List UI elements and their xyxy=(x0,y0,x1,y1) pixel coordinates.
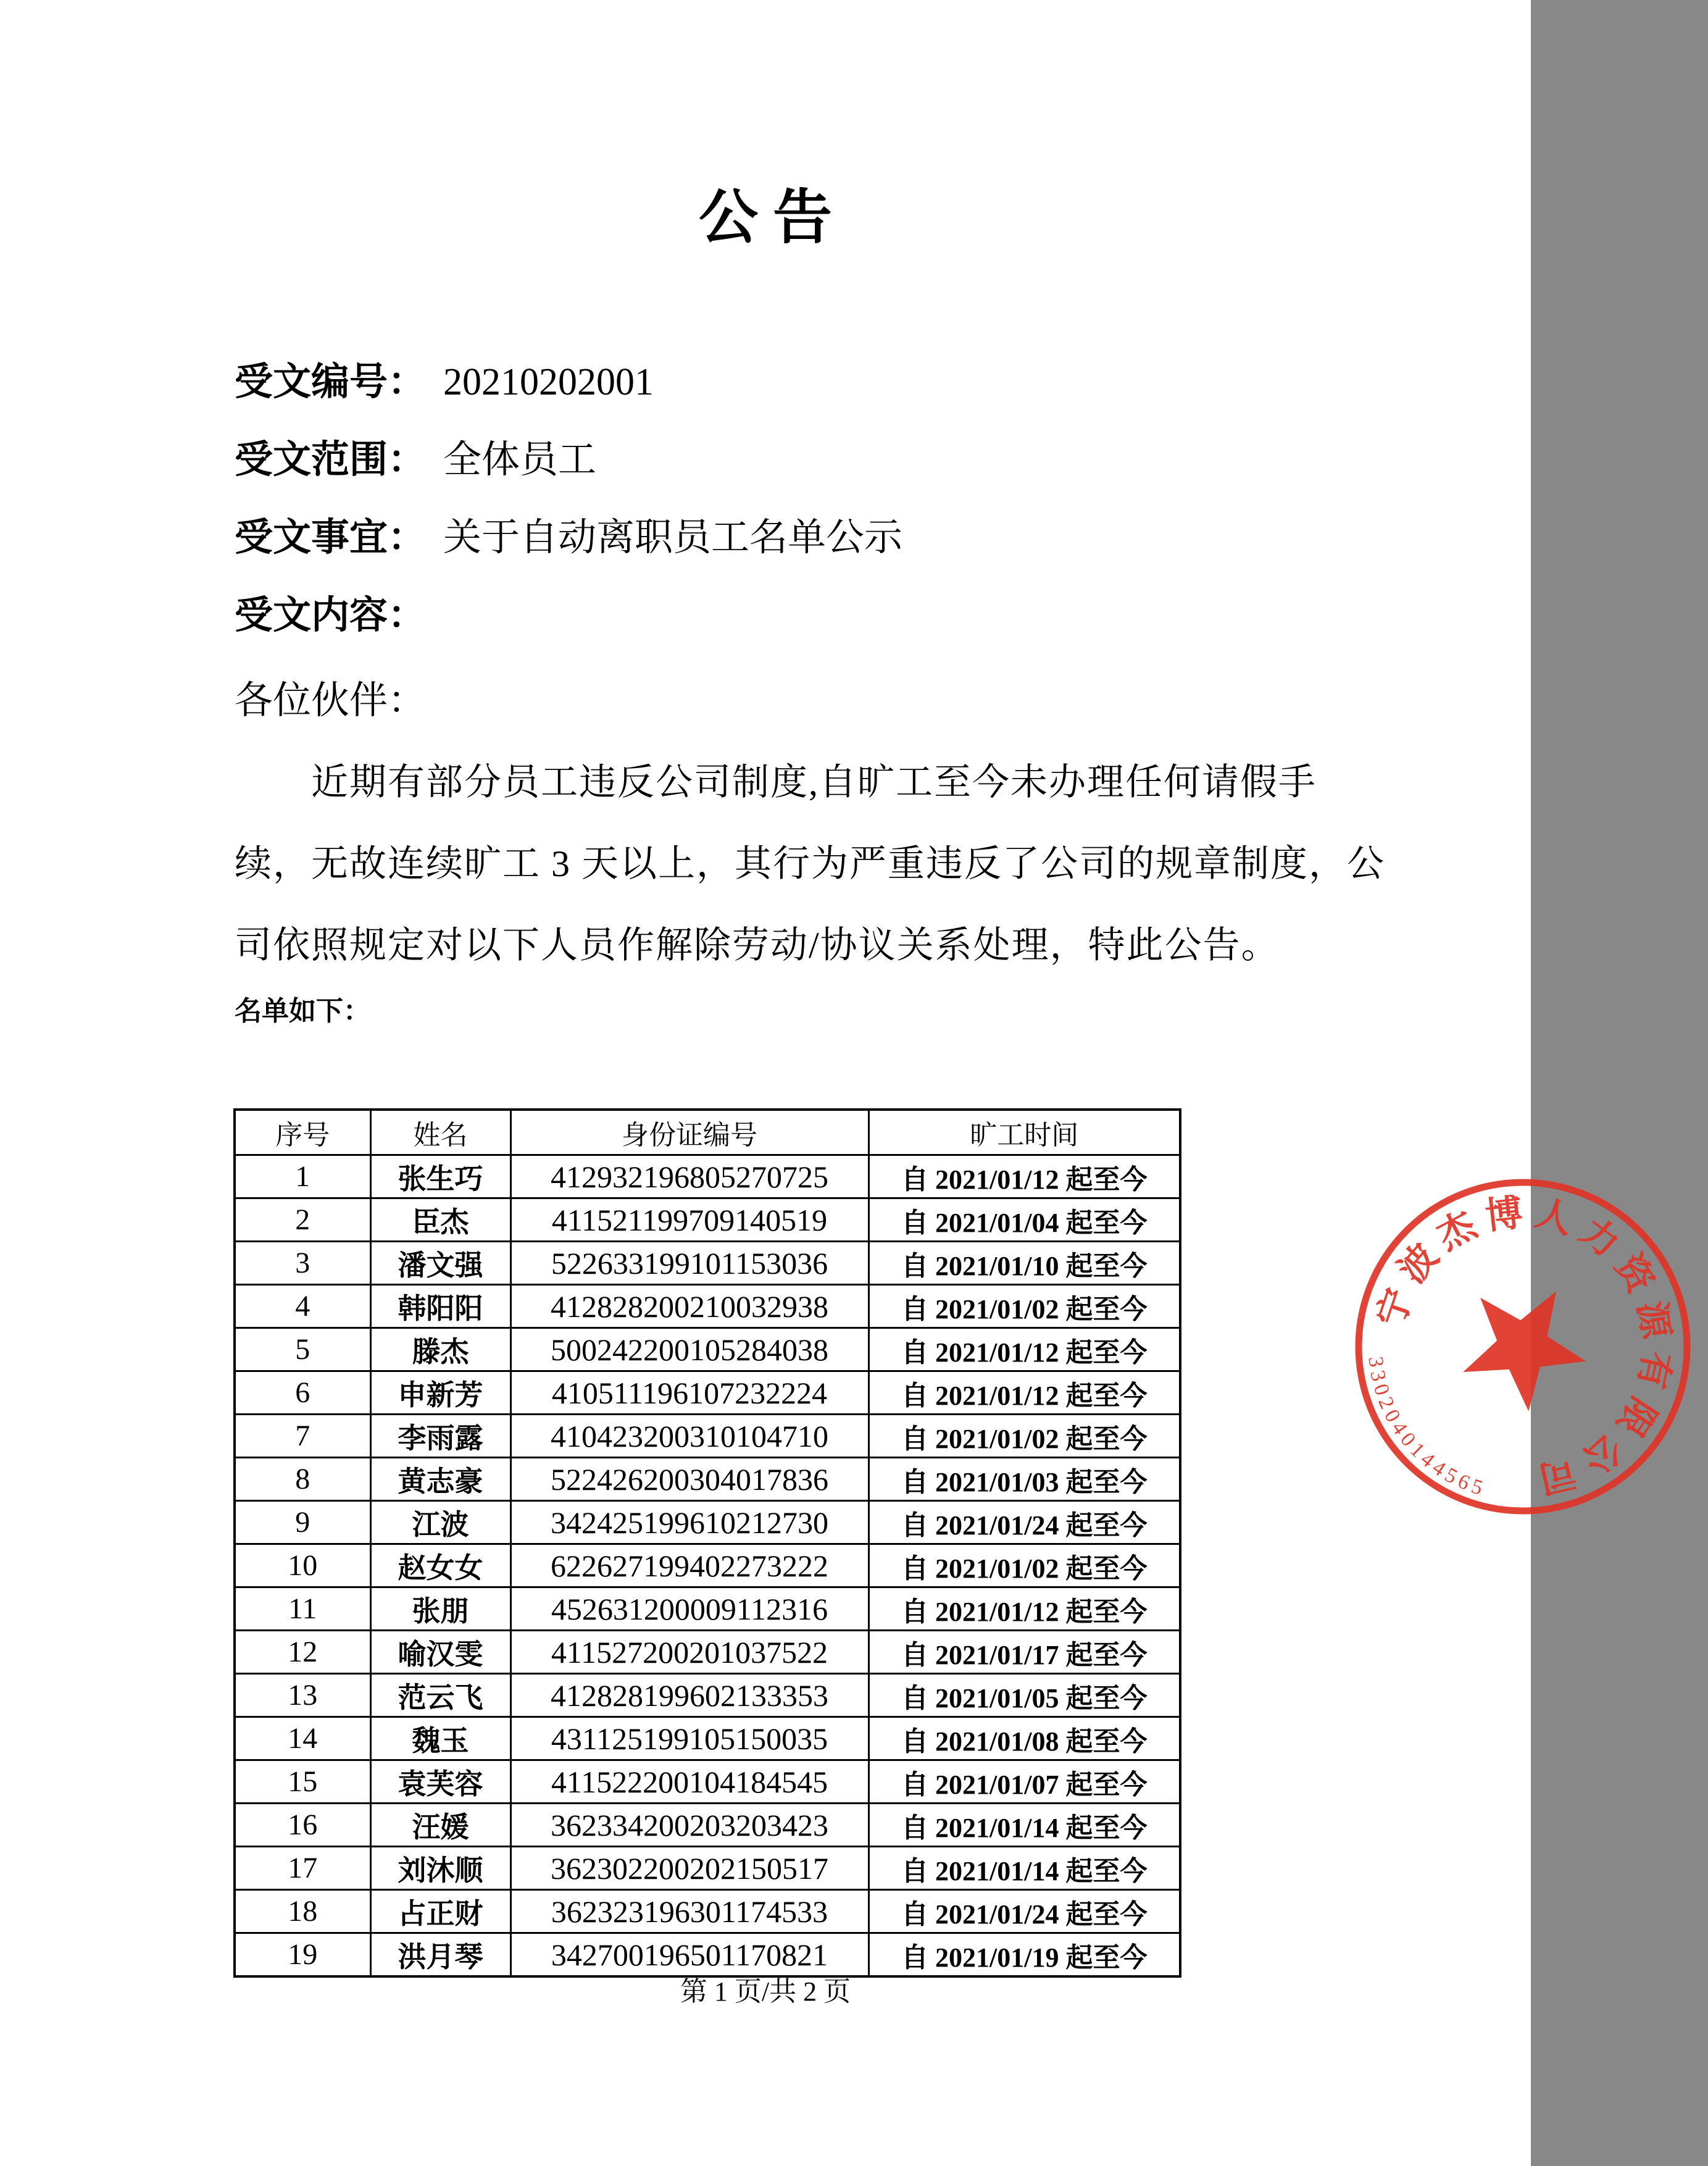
cell-index: 17 xyxy=(235,1847,370,1890)
cell-absence-time: 自 2021/01/24 起至今 xyxy=(869,1501,1180,1544)
cell-index: 1 xyxy=(235,1155,370,1198)
field-doc-number-value: 20210202001 xyxy=(443,361,654,403)
cell-name: 申新芳 xyxy=(370,1371,510,1415)
cell-name: 韩阳阳 xyxy=(370,1285,510,1328)
seal-registration-code: 3302040144565 xyxy=(1364,1355,1490,1501)
cell-name: 江波 xyxy=(370,1501,510,1544)
cell-absence-time: 自 2021/01/02 起至今 xyxy=(869,1415,1180,1458)
field-doc-subject xyxy=(235,519,902,557)
table-row xyxy=(235,1631,1180,1674)
table-row xyxy=(235,1717,1180,1760)
field-doc-scope-value: 全体员工 xyxy=(443,439,597,481)
field-doc-scope xyxy=(235,441,596,479)
table-header-row xyxy=(235,1110,1180,1155)
table-row xyxy=(235,1501,1180,1544)
cell-absence-time: 自 2021/01/12 起至今 xyxy=(869,1155,1180,1198)
table-row xyxy=(235,1847,1180,1890)
cell-absence-time: 自 2021/01/24 起至今 xyxy=(869,1890,1180,1933)
cell-absence-time: 自 2021/01/04 起至今 xyxy=(869,1198,1180,1242)
cell-index: 18 xyxy=(235,1890,370,1933)
cell-index: 19 xyxy=(235,1933,370,1977)
table-row xyxy=(235,1544,1180,1587)
cell-name: 臣杰 xyxy=(370,1198,510,1242)
company-seal-stamp xyxy=(1338,1161,1708,1532)
cell-index: 4 xyxy=(235,1285,370,1328)
cell-id-number: 342700196501170821 xyxy=(510,1933,869,1977)
dismissed-employees-table xyxy=(233,1108,1181,1978)
col-header-id-number: 身份证编号 xyxy=(510,1110,869,1155)
cell-index: 13 xyxy=(235,1674,370,1717)
table-row xyxy=(235,1285,1180,1328)
col-header-index: 序号 xyxy=(235,1110,370,1155)
field-doc-content xyxy=(235,596,443,635)
cell-absence-time: 自 2021/01/10 起至今 xyxy=(869,1242,1180,1285)
cell-index: 10 xyxy=(235,1544,370,1587)
cell-absence-time: 自 2021/01/02 起至今 xyxy=(869,1544,1180,1587)
cell-id-number: 452631200009112316 xyxy=(510,1587,869,1631)
cell-absence-time: 自 2021/01/03 起至今 xyxy=(869,1458,1180,1501)
table-row xyxy=(235,1198,1180,1242)
cell-id-number: 411521199709140519 xyxy=(510,1198,869,1242)
cell-id-number: 412828199602133353 xyxy=(510,1674,869,1717)
cell-id-number: 410511196107232224 xyxy=(510,1371,869,1415)
cell-id-number: 362302200202150517 xyxy=(510,1847,869,1890)
table-row xyxy=(235,1328,1180,1371)
cell-absence-time: 自 2021/01/12 起至今 xyxy=(869,1328,1180,1371)
cell-index: 2 xyxy=(235,1198,370,1242)
body-paragraph-line-2: 续，无故连续旷工 3 天以上，其行为严重违反了公司的规章制度，公 xyxy=(235,843,1385,884)
table-row xyxy=(235,1804,1180,1847)
cell-index: 6 xyxy=(235,1371,370,1415)
cell-id-number: 412828200210032938 xyxy=(510,1285,869,1328)
table-row xyxy=(235,1587,1180,1631)
cell-id-number: 522426200304017836 xyxy=(510,1458,869,1501)
body-paragraph-line-3: 司依照规定对以下人员作解除劳动/协议关系处理，特此公告。 xyxy=(235,925,1280,966)
cell-id-number: 362334200203203423 xyxy=(510,1804,869,1847)
page-title: 公 告 xyxy=(699,185,832,251)
field-doc-scope-label: 受文范围： xyxy=(235,439,427,481)
cell-absence-time: 自 2021/01/02 起至今 xyxy=(869,1285,1180,1328)
field-doc-number xyxy=(235,363,654,401)
seal-star-icon xyxy=(1463,1291,1586,1411)
table-row xyxy=(235,1415,1180,1458)
cell-absence-time: 自 2021/01/14 起至今 xyxy=(869,1847,1180,1890)
cell-index: 3 xyxy=(235,1242,370,1285)
cell-name: 袁芙容 xyxy=(370,1760,510,1804)
table-row xyxy=(235,1371,1180,1415)
cell-name: 占正财 xyxy=(370,1890,510,1933)
cell-index: 12 xyxy=(235,1631,370,1674)
cell-id-number: 411527200201037522 xyxy=(510,1631,869,1674)
cell-name: 范云飞 xyxy=(370,1674,510,1717)
seal-company-name: 宁波杰博人力资源有限公司 xyxy=(1370,1191,1678,1502)
cell-absence-time: 自 2021/01/14 起至今 xyxy=(869,1804,1180,1847)
cell-absence-time: 自 2021/01/17 起至今 xyxy=(869,1631,1180,1674)
cell-name: 洪月琴 xyxy=(370,1933,510,1977)
cell-id-number: 411522200104184545 xyxy=(510,1760,869,1804)
cell-id-number: 500242200105284038 xyxy=(510,1328,869,1371)
cell-id-number: 522633199101153036 xyxy=(510,1242,869,1285)
cell-id-number: 431125199105150035 xyxy=(510,1717,869,1760)
field-doc-subject-label: 受文事宜： xyxy=(235,517,427,559)
cell-absence-time: 自 2021/01/12 起至今 xyxy=(869,1371,1180,1415)
cell-index: 7 xyxy=(235,1415,370,1458)
cell-absence-time: 自 2021/01/08 起至今 xyxy=(869,1717,1180,1760)
cell-name: 魏玉 xyxy=(370,1717,510,1760)
cell-name: 赵女女 xyxy=(370,1544,510,1587)
cell-id-number: 342425199610212730 xyxy=(510,1501,869,1544)
salutation: 各位伙伴： xyxy=(235,680,427,722)
field-doc-subject-value: 关于自动离职员工名单公示 xyxy=(443,517,903,559)
cell-index: 8 xyxy=(235,1458,370,1501)
cell-id-number: 412932196805270725 xyxy=(510,1155,869,1198)
cell-name: 李雨露 xyxy=(370,1415,510,1458)
body-paragraph-line-1: 近期有部分员工违反公司制度,自旷工至今未办理任何请假手 xyxy=(311,762,1317,803)
cell-name: 张朋 xyxy=(370,1587,510,1631)
cell-index: 9 xyxy=(235,1501,370,1544)
table-row xyxy=(235,1890,1180,1933)
table-row xyxy=(235,1458,1180,1501)
cell-id-number: 622627199402273222 xyxy=(510,1544,869,1587)
cell-absence-time: 自 2021/01/07 起至今 xyxy=(869,1760,1180,1804)
table-row xyxy=(235,1242,1180,1285)
table-row xyxy=(235,1933,1180,1977)
page-number: 第 1 页/共 2 页 xyxy=(680,1976,851,2007)
cell-index: 16 xyxy=(235,1804,370,1847)
cell-absence-time: 自 2021/01/19 起至今 xyxy=(869,1933,1180,1977)
cell-absence-time: 自 2021/01/05 起至今 xyxy=(869,1674,1180,1717)
col-header-name: 姓名 xyxy=(370,1110,510,1155)
cell-index: 14 xyxy=(235,1717,370,1760)
cell-name: 黄志豪 xyxy=(370,1458,510,1501)
cell-index: 5 xyxy=(235,1328,370,1371)
cell-name: 潘文强 xyxy=(370,1242,510,1285)
table-row xyxy=(235,1674,1180,1717)
col-header-absence-time: 旷工时间 xyxy=(869,1110,1180,1155)
table-row xyxy=(235,1760,1180,1804)
cell-index: 15 xyxy=(235,1760,370,1804)
cell-id-number: 410423200310104710 xyxy=(510,1415,869,1458)
field-doc-number-label: 受文编号： xyxy=(235,361,427,403)
cell-name: 张生巧 xyxy=(370,1155,510,1198)
cell-absence-time: 自 2021/01/12 起至今 xyxy=(869,1587,1180,1631)
cell-name: 滕杰 xyxy=(370,1328,510,1371)
cell-name: 刘沐顺 xyxy=(370,1847,510,1890)
table-row xyxy=(235,1155,1180,1198)
field-doc-content-label: 受文内容： xyxy=(235,595,427,637)
cell-id-number: 362323196301174533 xyxy=(510,1890,869,1933)
cell-name: 喻汉雯 xyxy=(370,1631,510,1674)
cell-name: 汪媛 xyxy=(370,1804,510,1847)
list-intro: 名单如下： xyxy=(235,996,370,1026)
cell-index: 11 xyxy=(235,1587,370,1631)
